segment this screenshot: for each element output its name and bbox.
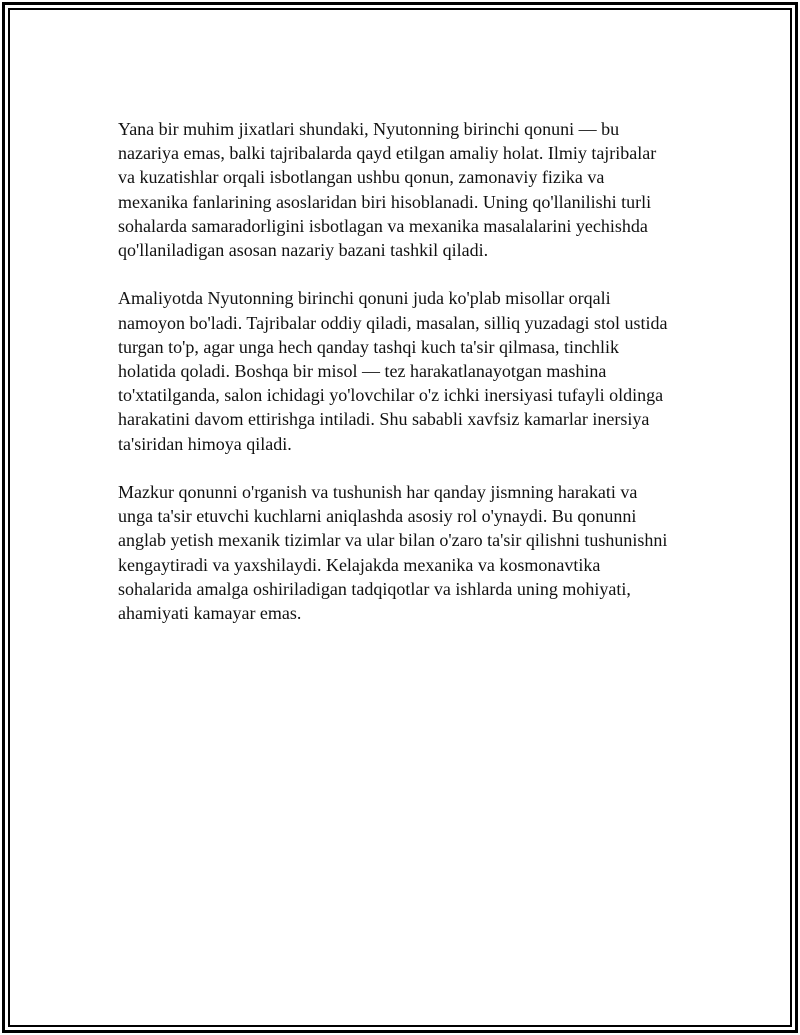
text-line: Mazkur qonunni o'rganish va tushunish har qanday jismning harakati va <box>118 482 638 503</box>
text-line: unga ta'sir etuvchi kuchlarni aniqlashda asosiy rol o'ynaydi. Bu qonunni <box>118 506 637 527</box>
text-line: holatida qoladi. Boshqa bir misol — tez harakatlanayotgan mashina <box>118 361 607 382</box>
text-line: harakatini davom ettirishga intiladi. Shu sababli xavfsiz kamarlar inersiya <box>118 409 650 430</box>
text-line: sohalarida amalga oshiriladigan tadqiqotlar va ishlarda uning mohiyati, <box>118 578 631 599</box>
text-line: nazariya emas, balki tajribalarda qayd etilgan amaliy holat. Ilmiy tajribalar <box>118 143 657 164</box>
text-line: namoyon bo'ladi. Tajribalar oddiy qiladi, masalan, silliq yuzadagi stol ustida <box>118 312 668 333</box>
text-line: Amaliyotda Nyutonning birinchi qonuni juda ko'plab misollar orqali <box>118 288 611 309</box>
text-line: to'xtatilganda, salon ichidagi yo'lovchilar o'z ichki inersiyasi tufayli oldinga <box>118 385 664 406</box>
text-line: qo'llaniladigan asosan nazariy bazani tashkil qiladi. <box>118 240 489 261</box>
text-line: kengaytiradi va yaxshilaydi. Kelajakda mexanika va kosmonavtika <box>118 554 601 575</box>
text-line: sohalarda samaradorligini isbotlagan va mexanika masalalarini yechishda <box>118 215 648 236</box>
document-body <box>118 117 718 649</box>
text-line: anglab yetish mexanik tizimlar va ular bilan o'zaro ta'sir qilishni tushunishni <box>118 530 668 551</box>
text-line: Yana bir muhim jixatlari shundaki, Nyutonning birinchi qonuni — bu <box>118 119 620 139</box>
paragraph-1 <box>118 117 718 262</box>
paragraph-2 <box>118 286 718 455</box>
paragraph-3 <box>118 480 718 625</box>
text-line: ta'siridan himoya qiladi. <box>118 433 292 454</box>
text-line: turgan to'p, agar unga hech qanday tashqi kuch ta'sir qilmasa, tinchlik <box>118 336 620 357</box>
text-line: mexanika fanlarining asoslaridan biri hisoblanadi. Uning qo'llanilishi turli <box>118 191 652 212</box>
text-line: ahamiyati kamayar emas. <box>118 603 302 624</box>
text-line: va kuzatishlar orqali isbotlangan ushbu qonun, zamonaviy fizika va <box>118 167 605 188</box>
